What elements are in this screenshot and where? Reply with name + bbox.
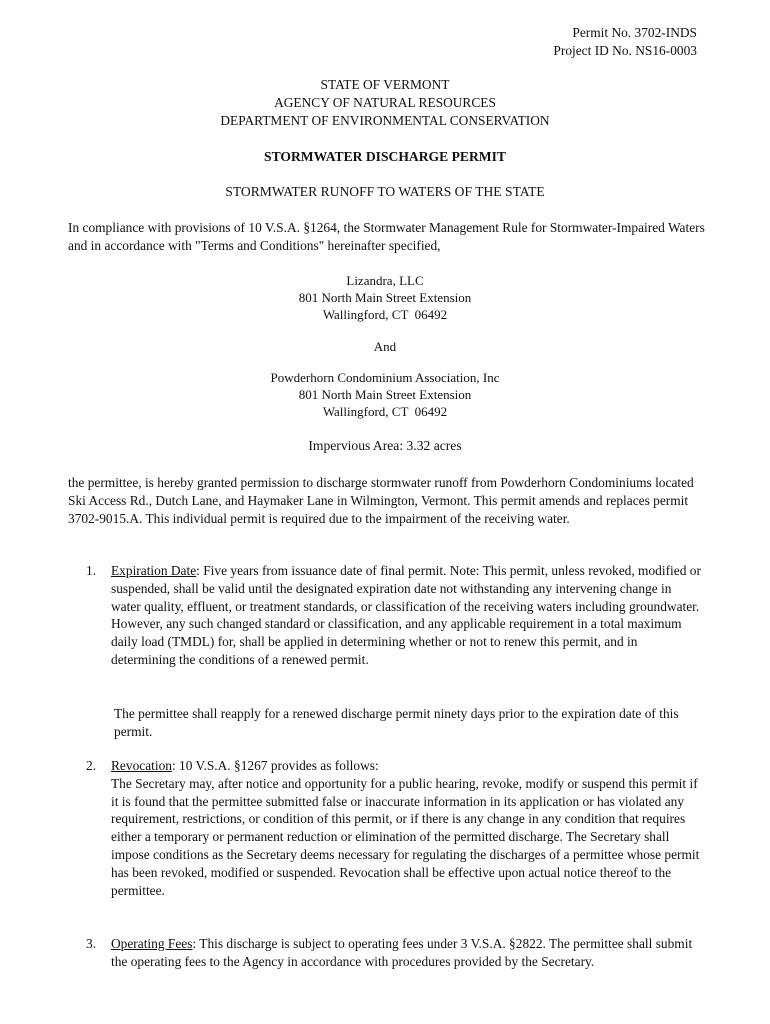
condition-body (111, 562, 701, 669)
intro-paragraph: In compliance with provisions of 10 V.S.A. §1264, the Stormwater Management Rule for Stormwater-Impaired Waters and in accordance with "Terms and Conditions" hereinafter specified, (68, 220, 705, 253)
permittee-1-street: 801 North Main Street Extension (298, 290, 472, 305)
impervious-area: Impervious Area: 3.32 acres (308, 438, 462, 453)
agency-line-dec: DEPARTMENT OF ENVIRONMENTAL CONSERVATION (220, 113, 550, 128)
condition-text: : This discharge is subject to operating fees under 3 V.S.A. §2822. The permittee shall submit the operating fees to the Agency in accordance with procedures provided by the Secretary. (111, 936, 693, 969)
permit-number: Permit No. 3702-INDS (572, 25, 697, 40)
condition-body (111, 757, 701, 899)
permittee-1 (0, 272, 770, 323)
and-connector: And (373, 339, 397, 354)
condition-number: 2. (86, 758, 97, 773)
condition-extra-paragraph: The permittee shall reapply for a renewed discharge permit ninety days prior to the expiration date of this permit. (114, 706, 679, 739)
permittee-2-street: 801 North Main Street Extension (298, 387, 472, 402)
condition-text: : 10 V.S.A. §1267 provides as follows: (171, 758, 379, 773)
permit-title: STORMWATER DISCHARGE PERMIT (264, 149, 506, 164)
condition-text: : Five years from issuance date of final permit. Note: This permit, unless revoked, modified or suspended, shall be valid until the designated expiration date not withstanding any intervening change in water quality, effluent, or treatment standards, or classification of the receiving waters including groundwater. However, any such changed standard or classification, and any applicable requirement in a total maximum daily load (TMDL) for, shall be applied in determining whether or not to renew this permit, and in determining the conditions of a renewed permit. (111, 563, 701, 667)
grant-paragraph: the permittee, is hereby granted permission to discharge stormwater runoff from Powderhorn Condominiums located Ski Access Rd., Dutch Lane, and Haymaker Lane in Wilmington, Vermont. This permit amends and replaces permit 3702-9015.A. This individual permit is required due to the impairment of the receiving water. (68, 475, 694, 526)
permit-subtitle: STORMWATER RUNOFF TO WATERS OF THE STATE (225, 184, 545, 199)
agency-line-anr: AGENCY OF NATURAL RESOURCES (274, 95, 496, 110)
condition-heading: Expiration Date (111, 563, 197, 578)
condition-number: 3. (86, 936, 97, 951)
permit-header (553, 24, 697, 60)
condition-heading: Revocation (111, 758, 172, 773)
permittee-2-city: Wallingford, CT 06492 (322, 404, 448, 419)
agency-line-state: STATE OF VERMONT (320, 77, 450, 92)
condition-extra-paragraph: The Secretary may, after notice and opportunity for a public hearing, revoke, modify or suspend this permit if it is found that the permittee submitted false or inaccurate information in its application or has violated any requirement, restrictions, or condition of this permit, or if there is any change in any condition that requires either a temporary or permanent reduction or elimination of the permitted discharge. The Secretary shall impose conditions as the Secretary deems necessary for regulating the discharges of a permittee whose permit has been revoked, modified or suspended. Revocation shall be effective upon actual notice thereof to the permittee. (111, 775, 700, 898)
project-id: Project ID No. NS16-0003 (553, 43, 697, 58)
condition-body (111, 935, 701, 971)
permittee-1-name: Lizandra, LLC (346, 273, 424, 288)
permittee-2-name: Powderhorn Condominium Association, Inc (270, 370, 500, 385)
permittee-1-city: Wallingford, CT 06492 (322, 307, 448, 322)
agency-block (0, 76, 770, 130)
condition-number: 1. (86, 563, 97, 578)
condition-heading: Operating Fees (111, 936, 193, 951)
permittee-2 (0, 369, 770, 420)
